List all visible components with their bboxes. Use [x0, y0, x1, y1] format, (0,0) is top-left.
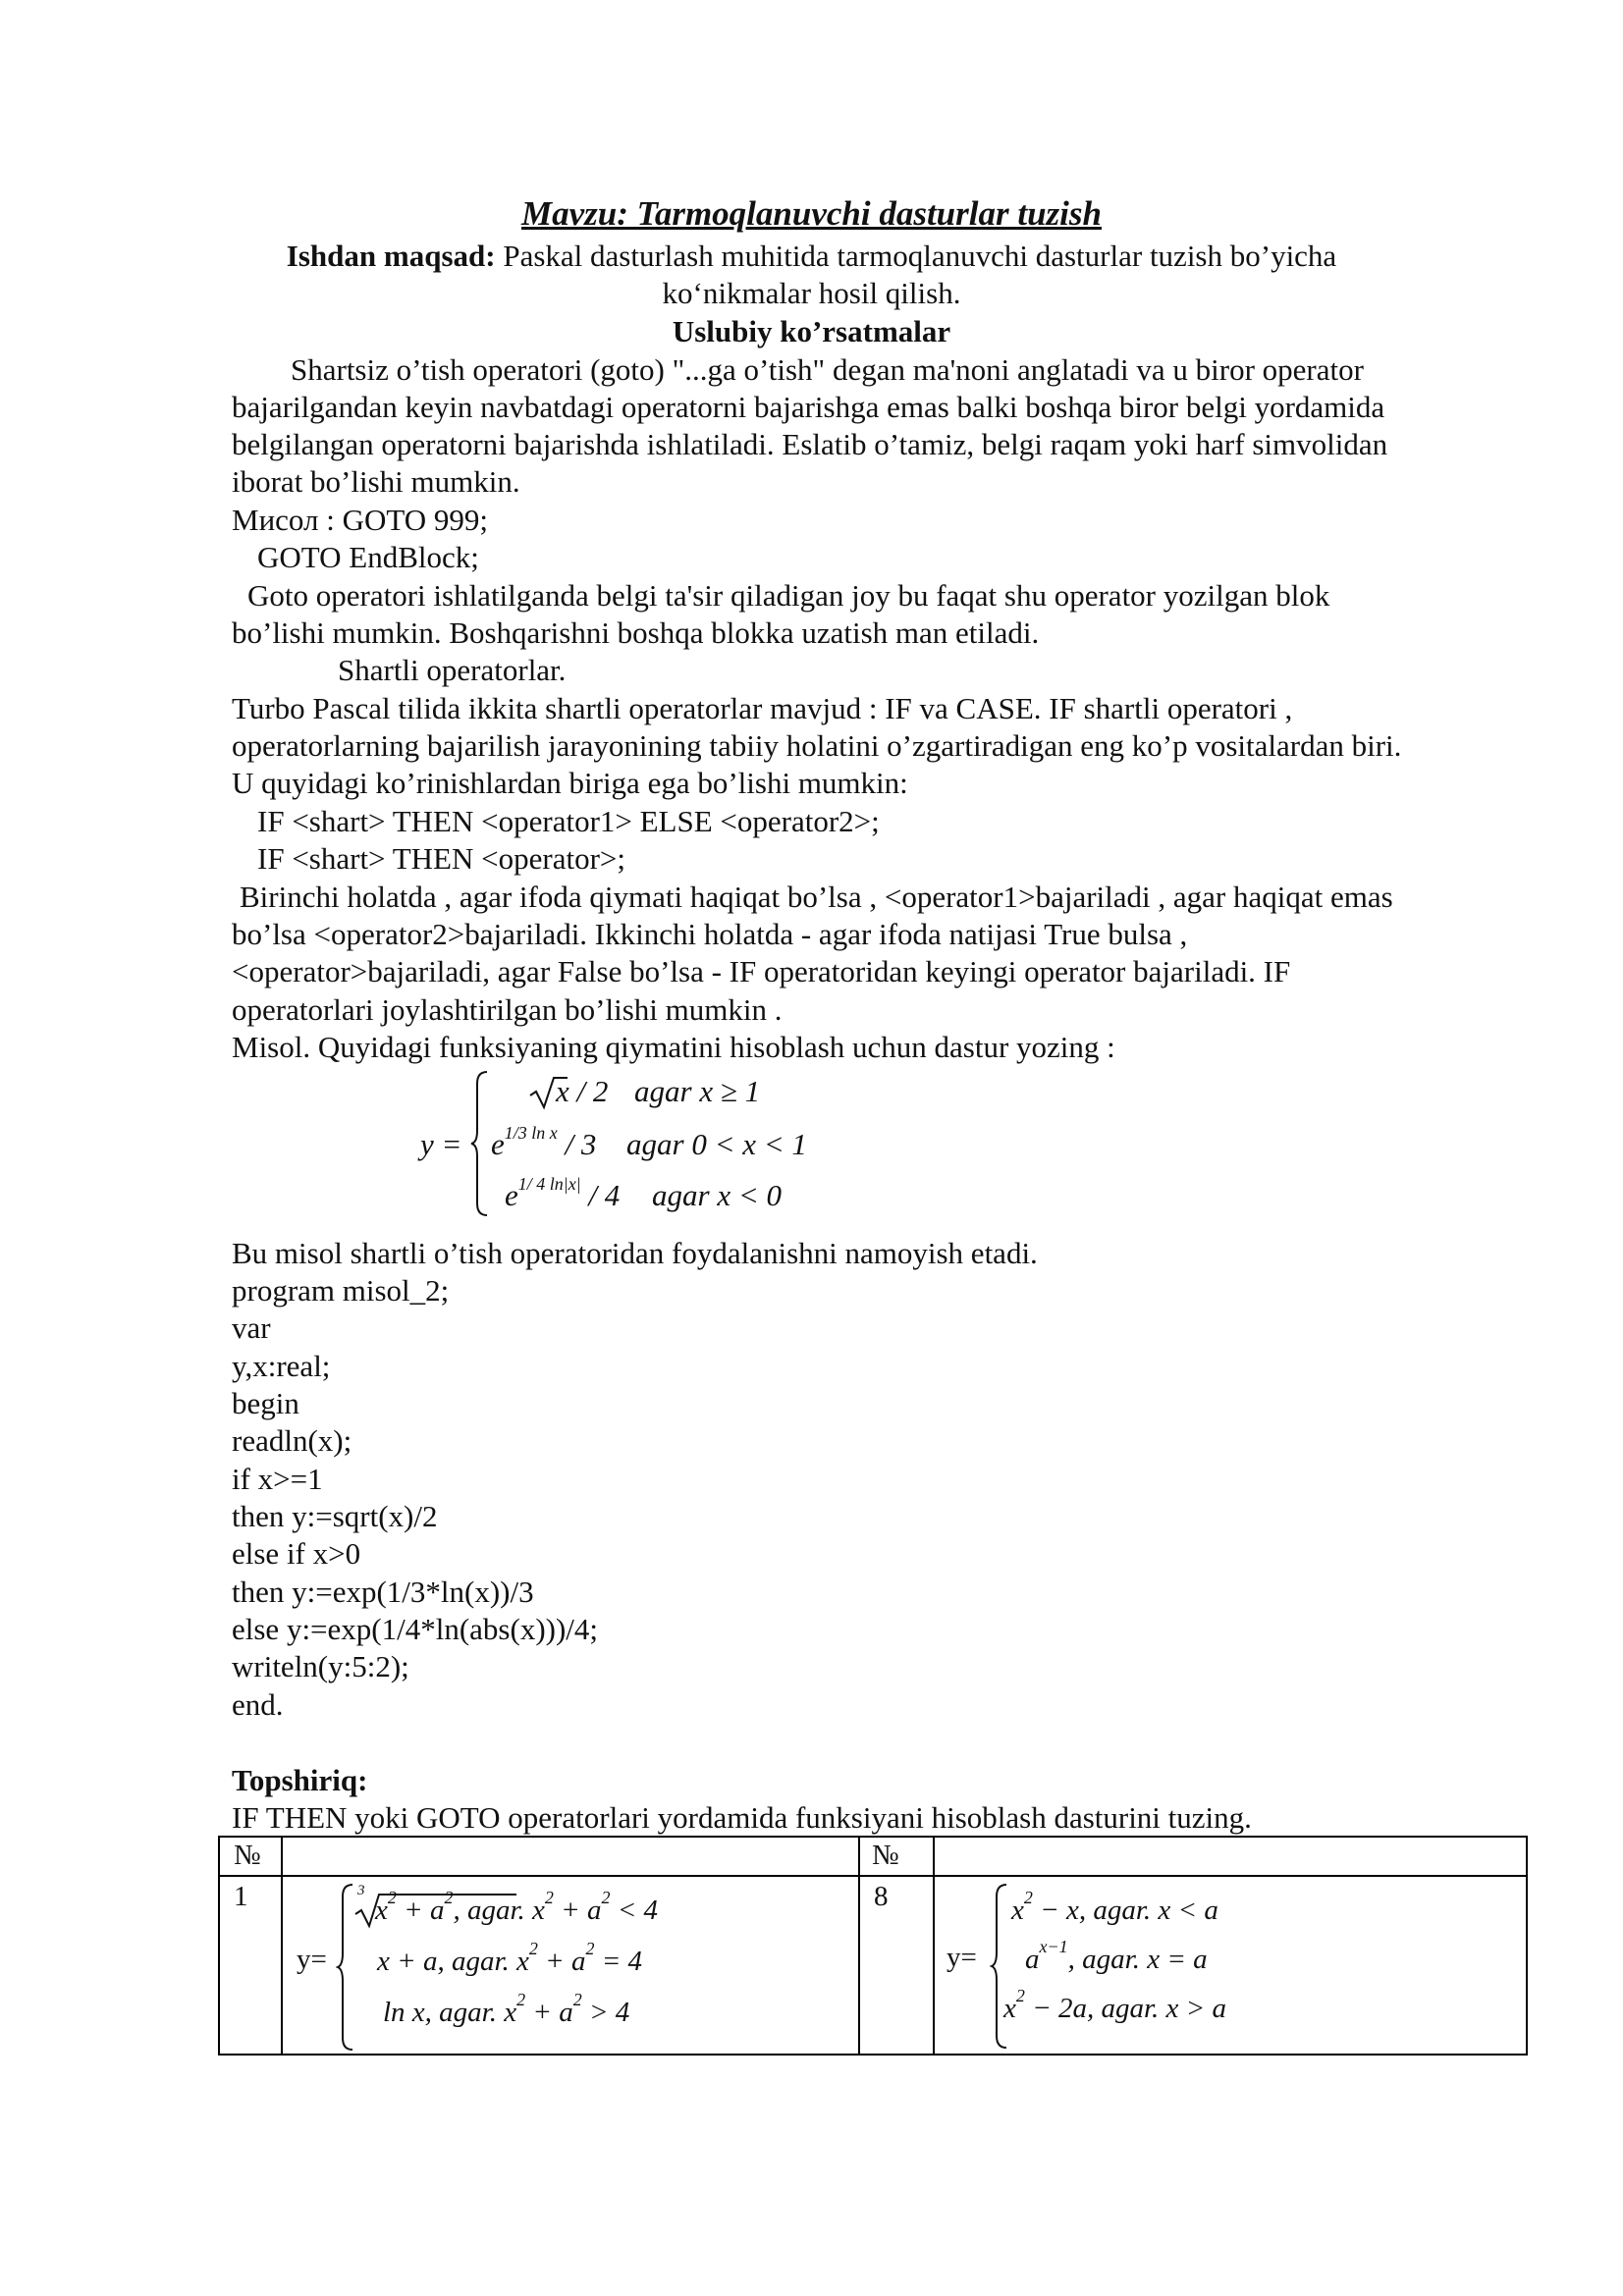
- paragraph-line: Bu misol shartli o’tish operatoridan foydalanishni namoyish etadi.: [232, 1236, 1038, 1270]
- code-line: end.: [232, 1687, 284, 1722]
- example-line: GOTO EndBlock;: [257, 540, 479, 574]
- paragraph-line: Shartsiz o’tish operatori (goto) "...ga o’tish" degan ma'noni anglatadi va u biror operator: [291, 352, 1364, 387]
- code-line: begin: [232, 1386, 299, 1420]
- table-divider: [220, 1875, 1526, 1877]
- exponent: 2: [601, 1888, 611, 1907]
- paragraph-line: Misol. Quyidagi funksiyaning qiymatini hisoblash uchun dastur yozing :: [232, 1030, 1115, 1064]
- paragraph-line: bajarilgandan keyin navbatdagi operatorni bajarishga emas balki boshqa biror belgi yordamida: [232, 390, 1385, 424]
- term: + a: [553, 1895, 602, 1926]
- term: + a: [525, 1997, 573, 2028]
- paragraph-line: operatorlari joylashtirilgan bo’lishi mumkin .: [232, 992, 783, 1027]
- aim-line: [0, 239, 1623, 274]
- brace-icon: [469, 1070, 491, 1217]
- exponent: 2: [1023, 1888, 1033, 1907]
- exponent: 2: [1015, 1986, 1025, 2005]
- table-header-number: №: [872, 1840, 899, 1871]
- code-line: then y:=exp(1/3*ln(x))/3: [232, 1575, 534, 1609]
- exponent: 2: [387, 1888, 397, 1907]
- example-line: Мисол : GOTO 999;: [232, 503, 488, 537]
- code-line: y,x:real;: [232, 1349, 331, 1383]
- exponent: 2: [444, 1888, 454, 1907]
- paragraph-line: Birinchi holatda , agar ifoda qiymati haqiqat bo’lsa , <operator1>bajariladi , agar haqiqat emas: [240, 880, 1393, 914]
- paragraph-line: belgilangan operatorni bajarishda ishlatiladi. Eslatib o’tamiz, belgi raqam yoki harf simvolidan: [232, 427, 1388, 461]
- case2-cond: agar 0 < x < 1: [626, 1127, 807, 1161]
- paragraph-line: iborat bo’lishi mumkin.: [232, 464, 520, 499]
- y-label: y=: [947, 1942, 977, 1973]
- code-line: readln(x);: [232, 1423, 352, 1458]
- term: ln x, agar. x: [383, 1997, 517, 2028]
- root-index: 3: [357, 1883, 365, 1898]
- syntax-line: IF <shart> THEN <operator>;: [257, 841, 625, 876]
- table-divider: [933, 1838, 935, 2054]
- term: , agar. x: [453, 1895, 545, 1926]
- case2-exponent: 1/3 ln x: [504, 1123, 558, 1143]
- case2-rest: / 3: [565, 1127, 597, 1161]
- paragraph-line: <operator>bajariladi, agar False bo’lsa - IF operatoridan keyingi operator bajariladi. IF: [232, 954, 1291, 988]
- term: a: [1025, 1944, 1040, 1975]
- condition-line: [377, 1939, 643, 1978]
- task-table: [218, 1836, 1528, 2056]
- case3-rest: / 4: [588, 1178, 621, 1212]
- exponent: 2: [572, 1990, 582, 2009]
- paragraph-line: bo’lsa <operator2>bajariladi. Ikkinchi holatda - agar ifoda natijasi True bulsa ,: [232, 917, 1188, 951]
- code-line: else y:=exp(1/4*ln(abs(x)))/4;: [232, 1612, 599, 1646]
- term: + a: [537, 1946, 586, 1977]
- task-text: IF THEN yoki GOTO operatorlari yordamida funksiyani hisoblash dasturini tuzing.: [232, 1800, 1252, 1835]
- task-heading: Topshiriq:: [232, 1763, 368, 1797]
- term: x: [1003, 1993, 1016, 2024]
- case1-expr: x / 2: [556, 1074, 609, 1108]
- table-header-number: №: [234, 1840, 261, 1871]
- paragraph-line: bo’lishi mumkin. Boshqarishni boshqa blokka uzatish man etiladi.: [232, 615, 1040, 650]
- variant-number: 8: [874, 1881, 889, 1912]
- subheading: Shartli operatorlar.: [338, 653, 567, 687]
- term: − x, agar. x < a: [1032, 1895, 1218, 1926]
- syntax-line: IF <shart> THEN <operator1> ELSE <operator2>;: [257, 804, 880, 838]
- term: < 4: [610, 1895, 659, 1926]
- code-line: then y:=sqrt(x)/2: [232, 1499, 438, 1533]
- case3-exponent: 1/ 4 ln|x|: [517, 1174, 581, 1194]
- table-divider: [281, 1838, 283, 2054]
- exponent: 2: [544, 1888, 554, 1907]
- paragraph-line: operatorlarning bajarilish jarayonining tabiiy holatini o’zgartiradigan eng ko’p vositalardan biri.: [232, 728, 1402, 763]
- case3-cond: agar x < 0: [652, 1178, 782, 1212]
- condition-line: [1025, 1937, 1208, 1976]
- case2-expr: [491, 1123, 597, 1162]
- exponent: 2: [528, 1939, 538, 1958]
- y-label: y=: [297, 1944, 327, 1975]
- exponent: 2: [516, 1990, 526, 2009]
- condition-line: [375, 1888, 659, 1927]
- case3-base: e: [505, 1178, 518, 1212]
- table-divider: [858, 1838, 860, 2054]
- case1-cond: agar x ≥ 1: [634, 1074, 761, 1108]
- term: − 2a, agar. x > a: [1024, 1993, 1226, 2024]
- aim-line-2: ko‘nikmalar hosil qilish.: [662, 276, 961, 310]
- term: + a: [396, 1895, 445, 1926]
- code-line: program misol_2;: [232, 1273, 450, 1308]
- page-title: Mavzu: Tarmoqlanuvchi dasturlar tuzish: [521, 194, 1102, 233]
- formula-lhs: y =: [420, 1127, 462, 1161]
- exponent: 2: [585, 1939, 595, 1958]
- paragraph-line: U quyidagi ko’rinishlardan biriga ega bo’lishi mumkin:: [232, 766, 908, 800]
- condition-line: [383, 1990, 630, 2029]
- aim-text: Paskal dasturlash muhitida tarmoqlanuvchi dasturlar tuzish bo’yicha: [495, 239, 1337, 273]
- paragraph-line: Turbo Pascal tilida ikkita shartli operatorlar mavjud : IF va CASE. IF shartli operatori ,: [232, 691, 1293, 725]
- case3-expr: [505, 1174, 621, 1213]
- term: x: [375, 1895, 388, 1926]
- condition-line: [1011, 1888, 1218, 1927]
- term: x: [1011, 1895, 1024, 1926]
- condition-line: [1003, 1986, 1226, 2025]
- code-line: writeln(y:5:2);: [232, 1649, 409, 1683]
- exponent: x−1: [1039, 1937, 1068, 1956]
- section-heading: Uslubiy ko’rsatmalar: [672, 314, 951, 348]
- term: x + a, agar. x: [377, 1946, 529, 1977]
- code-line: var: [232, 1310, 271, 1345]
- term: = 4: [594, 1946, 643, 1977]
- term: > 4: [581, 1997, 630, 2028]
- code-line: if x>=1: [232, 1462, 323, 1496]
- code-line: else if x>0: [232, 1536, 361, 1571]
- term: , agar. x = a: [1067, 1944, 1208, 1975]
- case2-base: e: [491, 1127, 505, 1161]
- variant-number: 1: [234, 1881, 248, 1912]
- aim-label: Ishdan maqsad:: [286, 239, 496, 273]
- paragraph-line: Goto operatori ishlatilganda belgi ta'sir qiladigan joy bu faqat shu operator yozilgan blok: [247, 578, 1330, 613]
